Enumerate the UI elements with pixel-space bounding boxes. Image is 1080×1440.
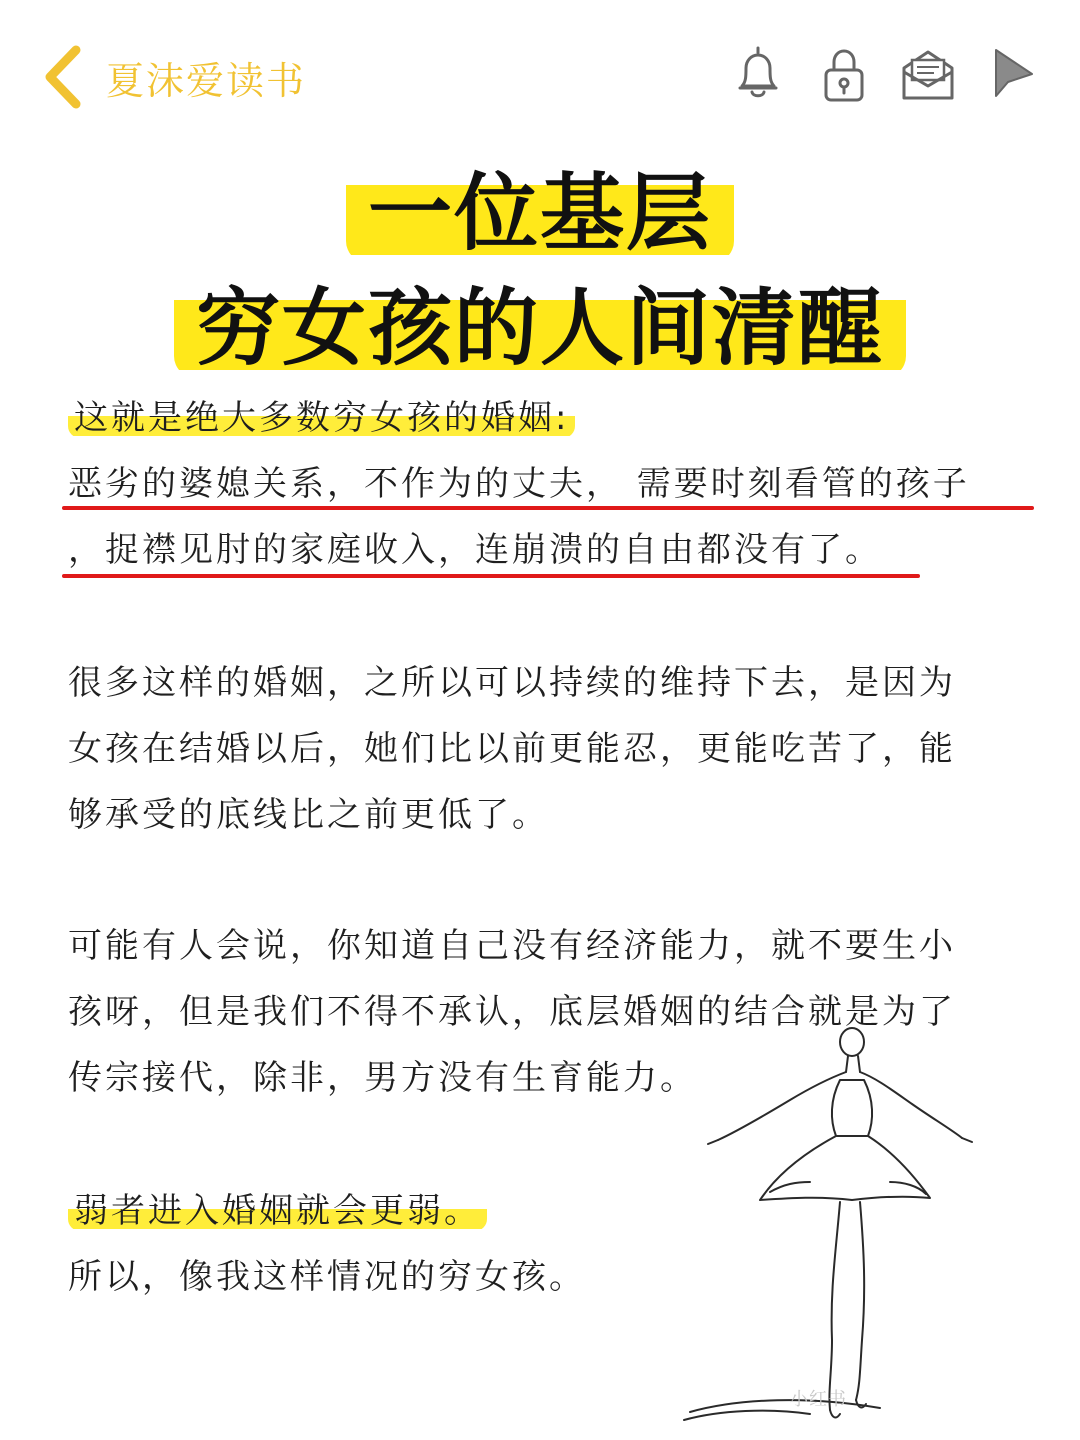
lock-icon[interactable]	[812, 42, 876, 106]
highlighted-sentence: 这就是绝大多数穷女孩的婚姻:	[68, 398, 575, 438]
title-line-1	[0, 163, 1080, 263]
text-line: ，捉襟见肘的家庭收入，连崩溃的自由都没有了。	[68, 530, 882, 570]
envelope-icon[interactable]	[896, 42, 960, 106]
title-line-2	[0, 278, 1080, 378]
paragraph-1	[68, 385, 1028, 583]
chevron-left-icon	[40, 44, 86, 110]
text-line: 很多这样的婚姻，之所以可以持续的维持下去，是因为	[68, 663, 956, 703]
page-title-line-1: 一位基层	[346, 163, 734, 263]
paragraph-2	[68, 650, 1028, 848]
bell-icon[interactable]	[726, 42, 790, 106]
ballerina-illustration	[680, 1020, 1060, 1430]
text-line: 够承受的底线比之前更低了。	[68, 795, 549, 835]
text-line: 可能有人会说，你知道自己没有经济能力，就不要生小	[68, 926, 956, 966]
text-line: 所以，像我这样情况的穷女孩。	[68, 1257, 586, 1297]
watermark: 小红书	[790, 1389, 847, 1410]
red-underline	[62, 506, 1034, 510]
back-button[interactable]	[40, 40, 320, 114]
text-line: 传宗接代，除非，男方没有生育能力。	[68, 1058, 697, 1098]
top-bar	[0, 0, 1080, 150]
highlighted-sentence: 弱者进入婚姻就会更弱。	[68, 1191, 487, 1231]
text-line: 女孩在结婚以后，她们比以前更能忍，更能吃苦了，能	[68, 729, 956, 769]
account-name: 夏沫爱读书	[106, 58, 307, 103]
page-title-line-2: 穷女孩的人间清醒	[174, 278, 906, 378]
text-line: 孩呀，但是我们不得不承认，底层婚姻的结合就是为了	[68, 992, 956, 1032]
text-line: 恶劣的婆媳关系，不作为的丈夫， 需要时刻看管的孩子	[68, 464, 970, 504]
red-underline	[62, 574, 920, 578]
pointer-icon[interactable]	[982, 42, 1046, 106]
